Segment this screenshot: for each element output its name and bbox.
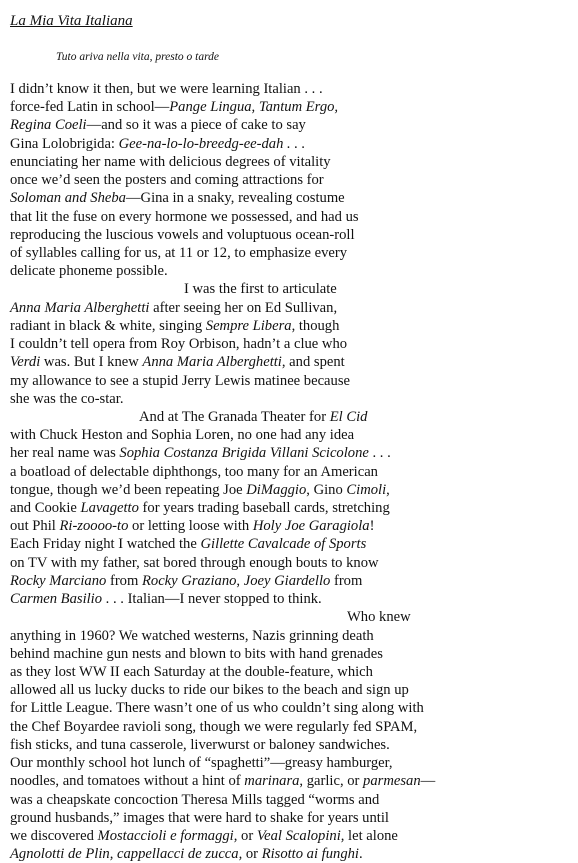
text-run: , <box>236 572 244 589</box>
poem-line <box>10 554 570 572</box>
text-run: she was the co-star. <box>10 390 124 407</box>
text-run: after seeing her on Ed Sullivan, <box>149 299 338 316</box>
poem-line <box>10 681 570 699</box>
text-run: delicate phoneme possible. <box>10 263 168 280</box>
poem-line <box>10 135 570 153</box>
poem-title: La Mia Vita Italiana <box>10 13 133 29</box>
text-run: . . . Italian—I never stopped to think. <box>102 591 322 608</box>
poem-line <box>10 426 570 444</box>
poem-line <box>10 372 570 390</box>
italic-phrase: Agnolotti de Plin, cappellacci de zucca, <box>10 846 243 863</box>
text-run: out Phil <box>10 518 60 535</box>
poem-line <box>10 736 570 754</box>
text-run: as they lost WW II each Saturday at the double-feature, which <box>10 664 373 680</box>
text-run: . <box>358 846 363 863</box>
text-run: allowed all us lucky ducks to ride our bikes to the beach and sign up <box>10 682 409 699</box>
poem-line <box>10 772 570 790</box>
italic-phrase: Ri-zoooo-to <box>59 518 129 535</box>
poem-line <box>10 390 570 408</box>
poem-line <box>10 663 570 681</box>
text-run: the Chef Boyardee ravioli song, though we were regularly fed SPAM, <box>10 718 418 735</box>
text-run: from <box>330 572 363 589</box>
italic-phrase: Sempre Libera <box>205 317 292 334</box>
text-run: , garlic, or <box>299 773 364 790</box>
poem-line <box>10 80 570 98</box>
poem-line <box>10 280 570 298</box>
text-run: or letting loose with <box>128 518 253 535</box>
poem-line <box>10 208 570 226</box>
text-run: fish sticks, and tuna casserole, liverwurst or baloney sandwiches. <box>10 736 390 753</box>
text-run: or <box>237 827 257 844</box>
text-run: from <box>106 572 142 589</box>
poem-line <box>10 317 570 335</box>
italic-phrase: Pange Lingua, Tantum Ergo, <box>169 99 339 116</box>
italic-phrase: Veal Scalopini, <box>256 827 345 844</box>
italic-phrase: Gillette Cavalcade of Sports <box>200 536 367 553</box>
text-run: I didn’t know it then, but we were learning Italian . . . <box>10 81 323 97</box>
text-run: , <box>386 481 390 498</box>
italic-phrase: Carmen Basilio <box>10 591 103 608</box>
text-run: for Little League. There wasn’t one of us who couldn’t sing along with <box>10 700 424 717</box>
poem-line <box>10 535 570 553</box>
text-run: Who knew <box>347 609 411 626</box>
italic-phrase: Rocky Graziano <box>141 572 237 589</box>
text-run: once we’d seen the posters and coming attractions for <box>10 172 324 189</box>
italic-phrase: Risotto ai funghi <box>261 846 359 863</box>
poem-line <box>10 153 570 171</box>
poem-line <box>10 262 570 280</box>
italic-phrase: Anna Maria Alberghetti <box>10 299 150 316</box>
italic-phrase: Soloman and Sheba <box>10 190 126 207</box>
text-run: , and spent <box>281 354 345 371</box>
text-run: reproducing the luscious vowels and voluptuous ocean-roll <box>10 226 355 243</box>
italic-phrase: Holy Joe Garagiola <box>252 518 370 535</box>
poem-line <box>10 481 570 499</box>
poem-line <box>10 98 570 116</box>
text-run: for years trading baseball cards, stretching <box>138 500 390 517</box>
text-run: enunciating her name with delicious degrees of vitality <box>10 153 331 170</box>
poem-body <box>10 80 570 863</box>
poem-line <box>10 244 570 262</box>
text-run: behind machine gun nests and blown to bits with hand grenades <box>10 645 383 662</box>
italic-phrase: Lavagetto <box>80 500 139 517</box>
text-run: that lit the fuse on every hormone we possessed, and had us <box>10 208 359 225</box>
text-run: — <box>420 773 436 790</box>
poem-line <box>10 627 570 645</box>
poem-line <box>10 299 570 317</box>
text-run: radiant in black & white, singing <box>10 317 206 334</box>
text-run: a boatload of delectable diphthongs, too many for an American <box>10 463 378 480</box>
poem-line <box>10 845 570 863</box>
text-run: tongue, though we’d been repeating Joe <box>10 481 247 498</box>
poem-line <box>10 754 570 772</box>
poem-line <box>10 408 570 426</box>
text-run: and Cookie <box>10 500 81 517</box>
poem-epigraph: Tuto ariva nella vita, presto o tarde <box>56 51 220 63</box>
text-run: or <box>242 846 262 863</box>
poem-line <box>10 335 570 353</box>
poem-line <box>10 171 570 189</box>
italic-phrase: marinara <box>244 773 300 790</box>
poem-line <box>10 517 570 535</box>
italic-phrase: Regina Coeli <box>10 117 87 134</box>
italic-phrase: Sophia Costanza Brigida Villani Scicolone <box>119 445 369 462</box>
text-run: I couldn’t tell opera from Roy Orbison, hadn’t a clue who <box>10 336 348 353</box>
text-run: my allowance to see a stupid Jerry Lewis matinee because <box>10 372 350 389</box>
poem-line <box>10 226 570 244</box>
poem-line <box>10 499 570 517</box>
poem-line <box>10 590 570 608</box>
text-run: , though <box>291 317 340 334</box>
poem-line <box>10 645 570 663</box>
text-run: ! <box>369 518 375 535</box>
poem-line <box>10 608 570 626</box>
text-run: her real name was <box>10 445 120 462</box>
text-run: ground husbands,” images that were hard to shake for years until <box>10 809 389 826</box>
italic-phrase: El Cid <box>329 408 368 425</box>
poem-line <box>10 189 570 207</box>
italic-phrase: Anna Maria Alberghetti <box>142 354 282 371</box>
text-run: was a cheapskate concoction Theresa Mills tagged “worms and <box>10 791 380 808</box>
text-run: was. But I knew <box>40 354 143 371</box>
italic-phrase: Joey Giardello <box>243 572 331 589</box>
text-run: —Gina in a snaky, revealing costume <box>125 190 345 207</box>
text-run: Each Friday night I watched the <box>10 536 201 553</box>
italic-phrase: Rocky Marciano <box>10 572 107 589</box>
text-run: . . . <box>368 445 391 462</box>
text-run: anything in 1960? We watched westerns, Nazis grinning death <box>10 627 374 644</box>
text-run: of syllables calling for us, at 11 or 12, to emphasize every <box>10 244 348 261</box>
text-run: noodles, and tomatoes without a hint of <box>10 773 245 790</box>
poem-line <box>10 827 570 845</box>
italic-phrase: Mostaccioli e formaggi, <box>97 827 238 844</box>
text-run: force-fed Latin in school— <box>10 99 170 116</box>
text-run: with Chuck Heston and Sophia Loren, no one had any idea <box>10 427 355 444</box>
poem-line <box>10 444 570 462</box>
poem-line <box>10 791 570 809</box>
text-run: Gina Lolobrigida: <box>10 135 119 152</box>
text-run: I was the first to articulate <box>184 281 337 298</box>
poem-line <box>10 463 570 481</box>
text-run: —and so it was a piece of cake to say <box>86 117 306 134</box>
text-run: we discovered <box>10 827 98 844</box>
text-run: let alone <box>344 827 398 844</box>
text-run: on TV with my father, sat bored through enough bouts to know <box>10 554 379 571</box>
poem-line <box>10 718 570 736</box>
poem-line <box>10 116 570 134</box>
poem-line <box>10 353 570 371</box>
italic-phrase: parmesan <box>363 773 421 790</box>
poem-line <box>10 699 570 717</box>
italic-phrase: Verdi <box>10 354 41 371</box>
italic-phrase: DiMaggio <box>246 481 307 498</box>
poem-line <box>10 572 570 590</box>
poem-line <box>10 809 570 827</box>
text-run: , Gino <box>306 481 347 498</box>
text-run: And at The Granada Theater for <box>139 408 330 425</box>
text-run: Our monthly school hot lunch of “spaghetti”—greasy hamburger, <box>10 755 393 772</box>
italic-phrase: Gee-na-lo-lo-breedg-ee-dah . . . <box>118 135 306 152</box>
italic-phrase: Cimoli <box>346 481 387 498</box>
